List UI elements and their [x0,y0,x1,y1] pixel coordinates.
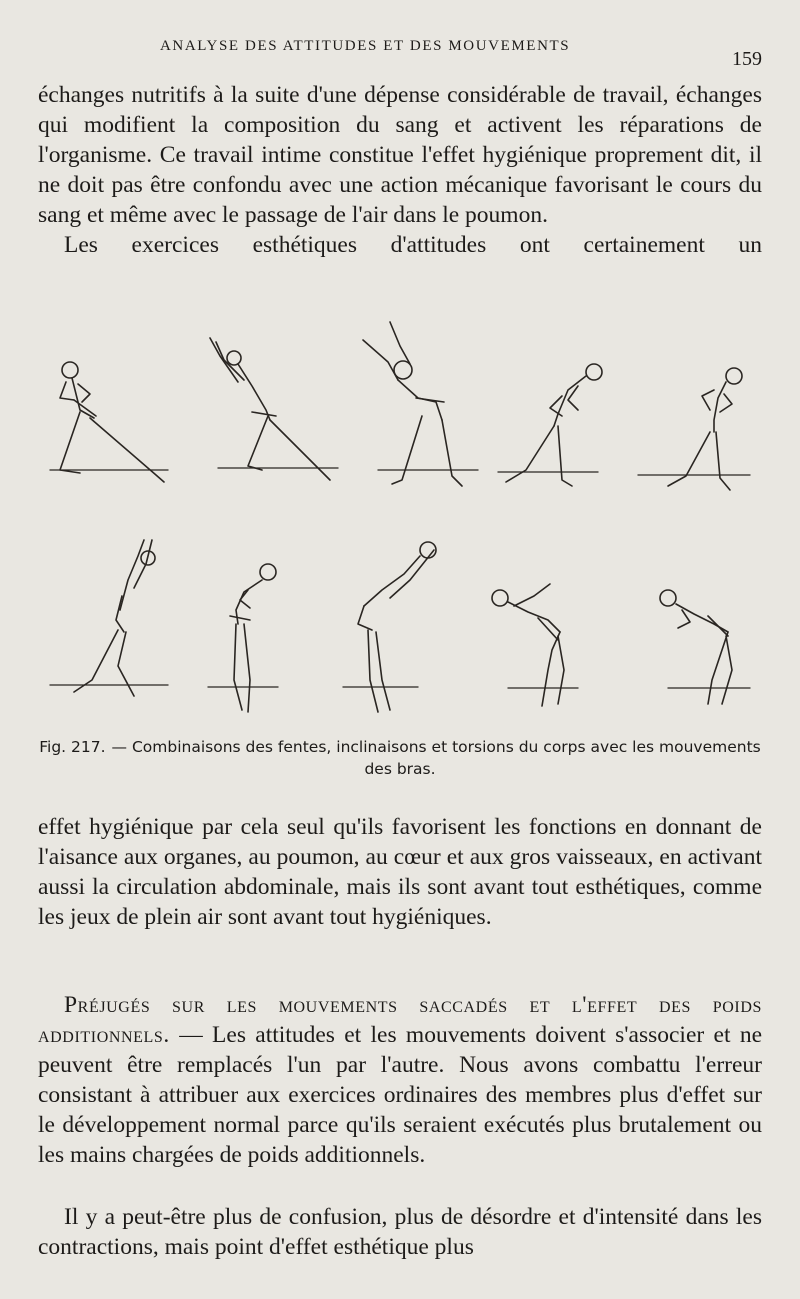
ground-lines-row-2 [50,685,750,688]
paragraph-4: Il y a peut-être plus de confusion, plus de désordre et d'intensité dans les contractions, mais point d'effet esthétique plus [38,1204,762,1260]
figure-4 [506,364,602,486]
figure-2 [210,338,330,480]
figure-label: Fig. 217. [39,738,106,756]
running-header [0,38,800,68]
figure-1 [60,362,164,482]
paragraph-3-text: — Les attitudes et les mouvements doivent s'associer et ne peuvent être remplacés l'un par l'autre. Nous avons combattu l'erreur consistant à attribuer aux exercices ordinaires des membres plus d'effet sur le développement normal parce qu'ils seraient exécutés plus brutalement ou les mains chargées de poids additionnels. [38,1022,762,1168]
figure-10 [660,590,732,704]
section-heading: Préjugés sur les mouvements saccadés et l'effet des poids additionnels. [38,992,762,1048]
paragraph-3 [38,990,762,1170]
paragraph-1-text: échanges nutritifs à la suite d'une dépense considérable de travail, échanges qui modifient la composition du sang et activent les réparations de l'organisme. Ce travail intime constitue l'effet hygiénique proprement dit, il ne doit pas être confondu avec une action mécanique favorisant le cours du sang et même avec le passage de l'air dans le poumon. [38,82,762,228]
figure-6 [74,540,155,696]
figure-illustration [38,320,762,720]
header-title: ANALYSE DES ATTITUDES ET DES MOUVEMENTS [160,38,571,54]
figure-3 [363,322,462,486]
gymnast-figures [38,320,762,720]
paragraph-1 [38,80,762,260]
figure-5 [668,368,742,490]
figure-7 [230,564,276,712]
figure-caption-text: — Combinaisons des fentes, inclinaisons et torsions du corps avec les mouvements des bras. [111,738,761,778]
paragraph-2: effet hygiénique par cela seul qu'ils favorisent les fonctions en donnant de l'aisance aux organes, au poumon, au cœur et aux gros vaisseaux, en activant aussi la circulation abdominale, mais ils sont avant tout esthétiques, comme les jeux de plein air sont avant tout hygiéniques. [38,814,762,930]
paragraph-1b-text: Les exercices esthétiques d'attitudes ont certainement un [64,232,762,258]
figure-caption [38,736,762,780]
page-number: 159 [732,48,762,70]
